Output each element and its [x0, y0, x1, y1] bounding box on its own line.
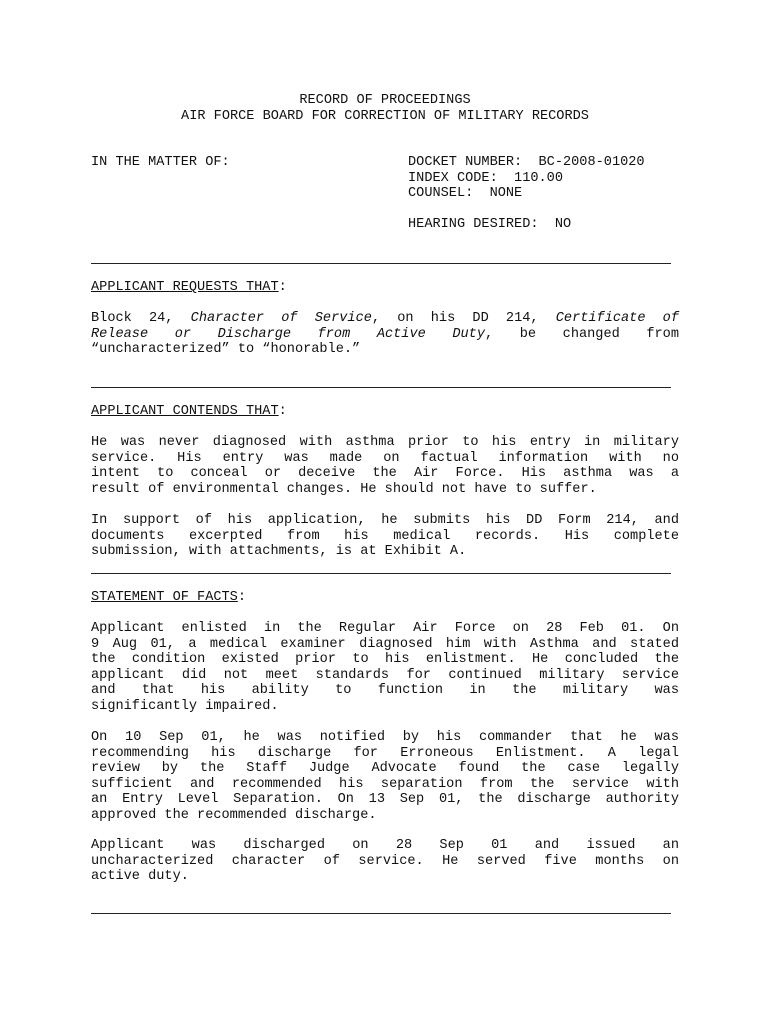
contends-paragraph-2: In support of his application, he submits his DD Form 214, and documents excerpted from his medical records. His complete submission, with attachments, is at Exhibit A.: [91, 513, 679, 559]
docket-number: DOCKET NUMBER: BC-2008-01020: [408, 155, 645, 170]
index-code: INDEX CODE: 110.00: [408, 171, 563, 186]
counsel: COUNSEL: NONE: [408, 186, 523, 201]
contends-paragraph-1: He was never diagnosed with asthma prior to his entry in military service. His entry was made on factual information with no intent to conceal or deceive the Air Force. His asthma was a result of environmental changes. He should not have to suffer.: [91, 435, 679, 497]
section-heading-contends: APPLICANT CONTENDS THAT:: [91, 404, 287, 419]
facts-paragraph-1: Applicant enlisted in the Regular Air Force on 28 Feb 01. On 9 Aug 01, a medical examiner diagnosed him with Asthma and stated the condition existed prior to his enlistment. He concluded the applicant did not meet standards for continued military service and that his ability to function in the military was significantly impaired.: [91, 621, 679, 714]
requests-paragraph: Block 24, Character of Service, on his DD 214, Certificate of Release or Discharge from Active Duty, be changed from “uncharacterized” to “honorable.”: [91, 311, 679, 357]
facts-paragraph-2: On 10 Sep 01, he was notified by his commander that he was recommending his discharge for Erroneous Enlistment. A legal review by the Staff Judge Advocate found the case legally sufficient and recommended his separation from the service with an Entry Level Separation. On 13 Sep 01, the discharge authority approved the recommended discharge.: [91, 730, 679, 823]
matter-label: IN THE MATTER OF:: [91, 155, 230, 170]
facts-paragraph-3: Applicant was discharged on 28 Sep 01 and issued an uncharacterized character of service. He served five months on active duty.: [91, 838, 679, 884]
section-divider: [91, 263, 671, 264]
section-divider: [91, 913, 671, 914]
section-heading-requests: APPLICANT REQUESTS THAT:: [91, 280, 287, 295]
hearing-desired: HEARING DESIRED: NO: [408, 217, 572, 232]
board-name: AIR FORCE BOARD FOR CORRECTION OF MILITARY RECORDS: [181, 109, 589, 124]
section-divider: [91, 573, 671, 574]
section-heading-facts: STATEMENT OF FACTS:: [91, 590, 247, 605]
section-divider: [91, 387, 671, 388]
document-title: RECORD OF PROCEEDINGS: [299, 93, 471, 108]
